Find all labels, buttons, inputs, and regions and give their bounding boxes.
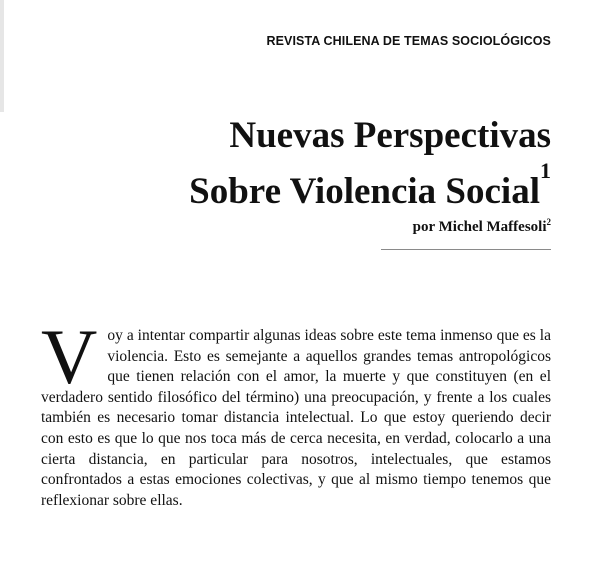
page-edge-mark (0, 0, 4, 112)
title-line-1: Nuevas Perspectivas (229, 115, 551, 156)
journal-header: REVISTA CHILENA DE TEMAS SOCIOLÓGICOS (266, 34, 551, 48)
article-title (189, 108, 551, 220)
author-byline (413, 219, 551, 236)
title-footnote-marker[interactable]: 1 (540, 158, 551, 183)
author-footnote-marker[interactable]: 2 (546, 217, 551, 227)
drop-cap: V (41, 313, 98, 400)
byline-divider (381, 249, 551, 250)
article-body (41, 313, 551, 511)
title-line-2-text: Sobre Violencia Social (189, 171, 540, 212)
author-byline-text: por Michel Maffesoli (412, 219, 547, 235)
article-body-text: oy a intentar compartir algunas ideas sobre este tema inmenso que es la violencia. Esto es semejante a aquellos grandes temas antropológicos que tienen relación con el amor, la muerte y que constituyen (en el verdadero sentido filosófico del término) una preocupación, y frente a los cuales también es necesario tomar distancia intelectual. Lo que estoy queriendo decir con esto es que lo que nos toca más de cerca necesita, en verdad, colocarlo a una cierta distancia, en particular para nosotros, intelectuales, que estamos confrontados a estas emociones colectivas, y que al mismo tiempo tenemos que reflexionar sobre ellas. (41, 327, 551, 509)
title-line-2 (189, 158, 551, 220)
